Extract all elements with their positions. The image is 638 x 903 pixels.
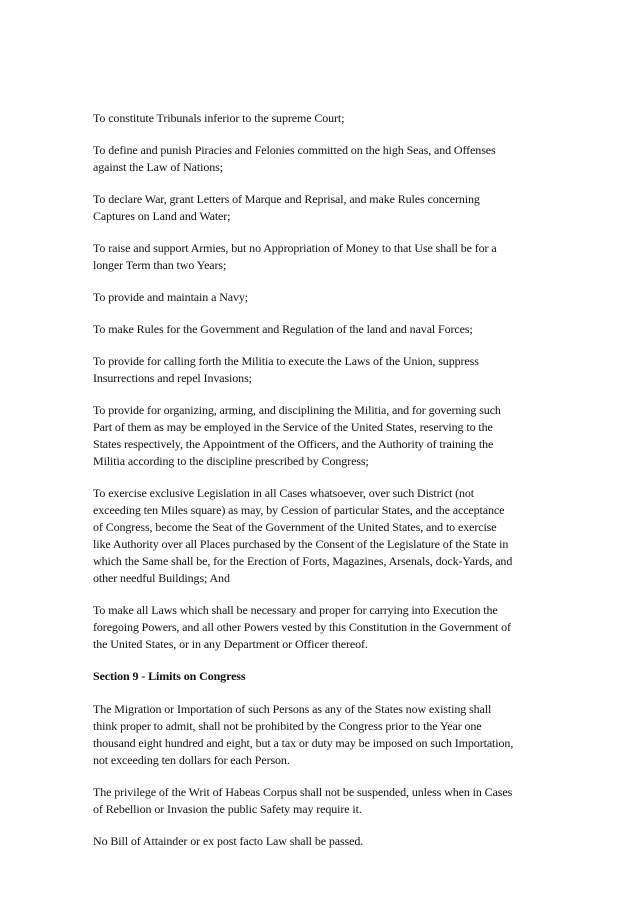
paragraph-navy: To provide and maintain a Navy; [93, 290, 249, 304]
paragraph-bill-of-attainder: No Bill of Attainder or ex post facto Law shall be passed. [93, 834, 364, 848]
paragraph-militia-calling: To provide for calling forth the Militia to execute the Laws of the Union, suppress Insurrections and repel Invasions; [93, 354, 479, 385]
paragraph-armies: To raise and support Armies, but no Appropriation of Money to that Use shall be for a longer Term than two Years; [93, 241, 497, 272]
paragraph-tribunals: To constitute Tribunals inferior to the supreme Court; [93, 111, 345, 125]
paragraph-necessary-proper: To make all Laws which shall be necessary and proper for carrying into Execution the foregoing Powers, and all other Powers vested by this Constitution in the Government of the United States, or in any Department or Officer thereof. [93, 603, 511, 651]
paragraph-migration: The Migration or Importation of such Persons as any of the States now existing shall think proper to admit, shall not be prohibited by the Congress prior to the Year one thousand eight hundred and eight, but a tax or duty may be imposed on such Importation, not exceeding ten dollars for each Person. [93, 702, 514, 767]
paragraph-declare-war: To declare War, grant Letters of Marque and Reprisal, and make Rules concerning Captures on Land and Water; [93, 192, 480, 223]
paragraph-exclusive-legislation: To exercise exclusive Legislation in all Cases whatsoever, over such District (not exceeding ten Miles square) as may, by Cession of particular States, and the acceptance of Congress, become the Seat of the Government of the United States, and to exercise like Authority over all Places purchased by the Consent of the Legislature of the State in which the Same shall be, for the Erection of Forts, Magazines, Arsenals, dock-Yards, and other needful Buildings; And [93, 486, 513, 585]
section-heading: Section 9 - Limits on Congress [93, 669, 246, 683]
paragraph-forces-rules: To make Rules for the Government and Regulation of the land and naval Forces; [93, 322, 473, 336]
document-page [93, 110, 551, 865]
paragraph-piracies: To define and punish Piracies and Felonies committed on the high Seas, and Offenses against the Law of Nations; [93, 143, 496, 174]
paragraph-militia-organizing: To provide for organizing, arming, and disciplining the Militia, and for governing such Part of them as may be employed in the Service of the United States, reserving to the States respectively, the Appointment of the Officers, and the Authority of training the Militia according to the discipline prescribed by Congress; [93, 403, 501, 468]
paragraph-habeas-corpus: The privilege of the Writ of Habeas Corpus shall not be suspended, unless when in Cases of Rebellion or Invasion the public Safety may require it. [93, 785, 513, 816]
